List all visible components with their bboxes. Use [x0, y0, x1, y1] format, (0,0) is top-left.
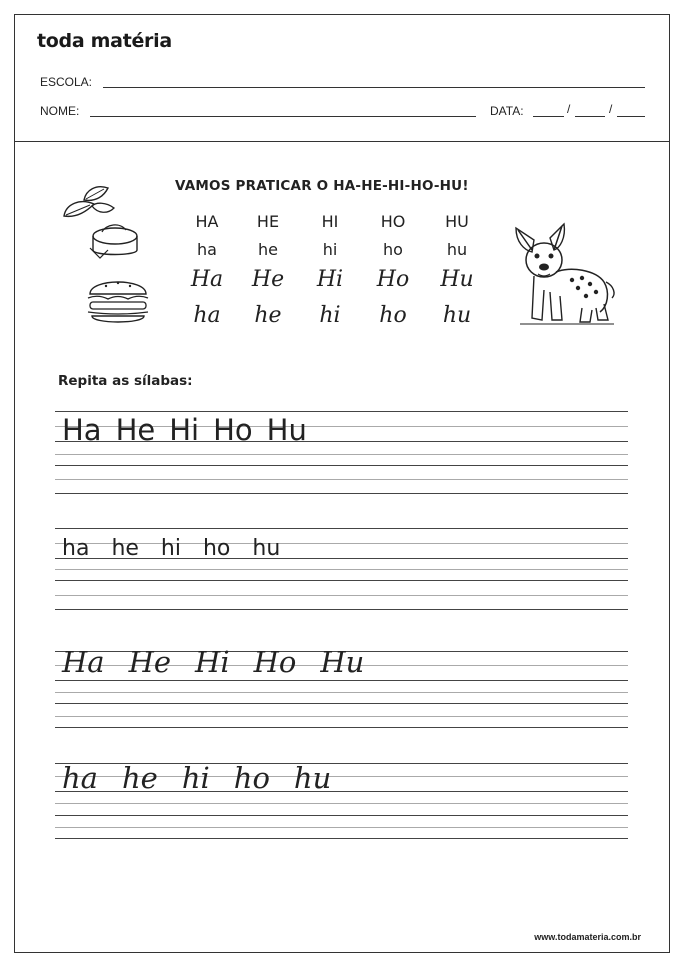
syllable-upper: HE [256, 212, 280, 231]
practice-label: Repita as sílabas: [58, 373, 193, 389]
header-divider [14, 141, 670, 142]
date-separator: / [567, 102, 571, 116]
hyena-icon [510, 220, 620, 332]
practice-row-cursive-upper: Ha He Hi Ho Hu [62, 645, 365, 679]
syllable-cursive-lower: hi [319, 303, 341, 328]
syllable-lower: ha [197, 240, 217, 259]
syllable-lower: hu [446, 240, 468, 259]
practice-row-print-upper: Ha He Hi Ho Hu [62, 413, 307, 447]
guide-line [55, 411, 628, 412]
syllable-upper: HA [195, 212, 219, 231]
brand-logo: toda matéria [37, 30, 172, 52]
exercise-title: VAMOS PRATICAR O HA-HE-HI-HO-HU! [175, 178, 469, 194]
guide-line [55, 716, 628, 717]
name-field[interactable] [90, 116, 476, 117]
date-month-field[interactable] [575, 116, 605, 117]
syllable-upper: HI [321, 212, 339, 231]
guide-line [55, 528, 628, 529]
writing-line[interactable] [55, 465, 628, 466]
practice-row-print-lower: ha he hi ho hu [62, 536, 281, 561]
writing-line[interactable] [55, 580, 628, 581]
guide-line [55, 827, 628, 828]
writing-line[interactable] [55, 703, 628, 704]
date-year-field[interactable] [617, 116, 645, 117]
syllable-lower: ho [383, 240, 403, 259]
guide-line [55, 479, 628, 480]
syllable-cursive-upper: He [251, 267, 285, 292]
guide-line [55, 680, 628, 681]
guide-line [55, 803, 628, 804]
syllable-cursive-upper: Ho [376, 267, 410, 292]
mint-leaves-icon [56, 182, 118, 224]
writing-line[interactable] [55, 815, 628, 816]
guide-line [55, 569, 628, 570]
worksheet-frame [14, 14, 670, 953]
school-label: ESCOLA: [40, 75, 93, 89]
syllable-cursive-lower: ho [379, 303, 407, 328]
writing-line[interactable] [55, 609, 628, 610]
hamburger-icon [84, 272, 152, 328]
syllable-lower: he [258, 240, 278, 259]
footer-url[interactable]: www.todamateria.com.br [534, 932, 641, 942]
practice-row-cursive-lower: ha he hi ho hu [62, 761, 332, 795]
name-label: NOME: [40, 104, 80, 118]
writing-line[interactable] [55, 838, 628, 839]
school-field[interactable] [103, 87, 645, 88]
syllable-cursive-lower: ha [193, 303, 221, 328]
syllable-upper: HU [445, 212, 469, 231]
cream-jar-icon [88, 220, 142, 264]
syllable-cursive-upper: Hi [316, 267, 344, 292]
syllable-lower: hi [322, 240, 338, 259]
syllable-upper: HO [380, 212, 406, 231]
date-label: DATA: [490, 104, 524, 118]
syllable-cursive-lower: he [254, 303, 282, 328]
syllable-cursive-upper: Ha [190, 267, 224, 292]
writing-line[interactable] [55, 727, 628, 728]
guide-line [55, 454, 628, 455]
guide-line [55, 692, 628, 693]
date-day-field[interactable] [533, 116, 564, 117]
date-separator: / [609, 102, 613, 116]
guide-line [55, 595, 628, 596]
syllable-cursive-upper: Hu [440, 267, 474, 292]
syllable-cursive-lower: hu [442, 303, 472, 328]
writing-line[interactable] [55, 493, 628, 494]
